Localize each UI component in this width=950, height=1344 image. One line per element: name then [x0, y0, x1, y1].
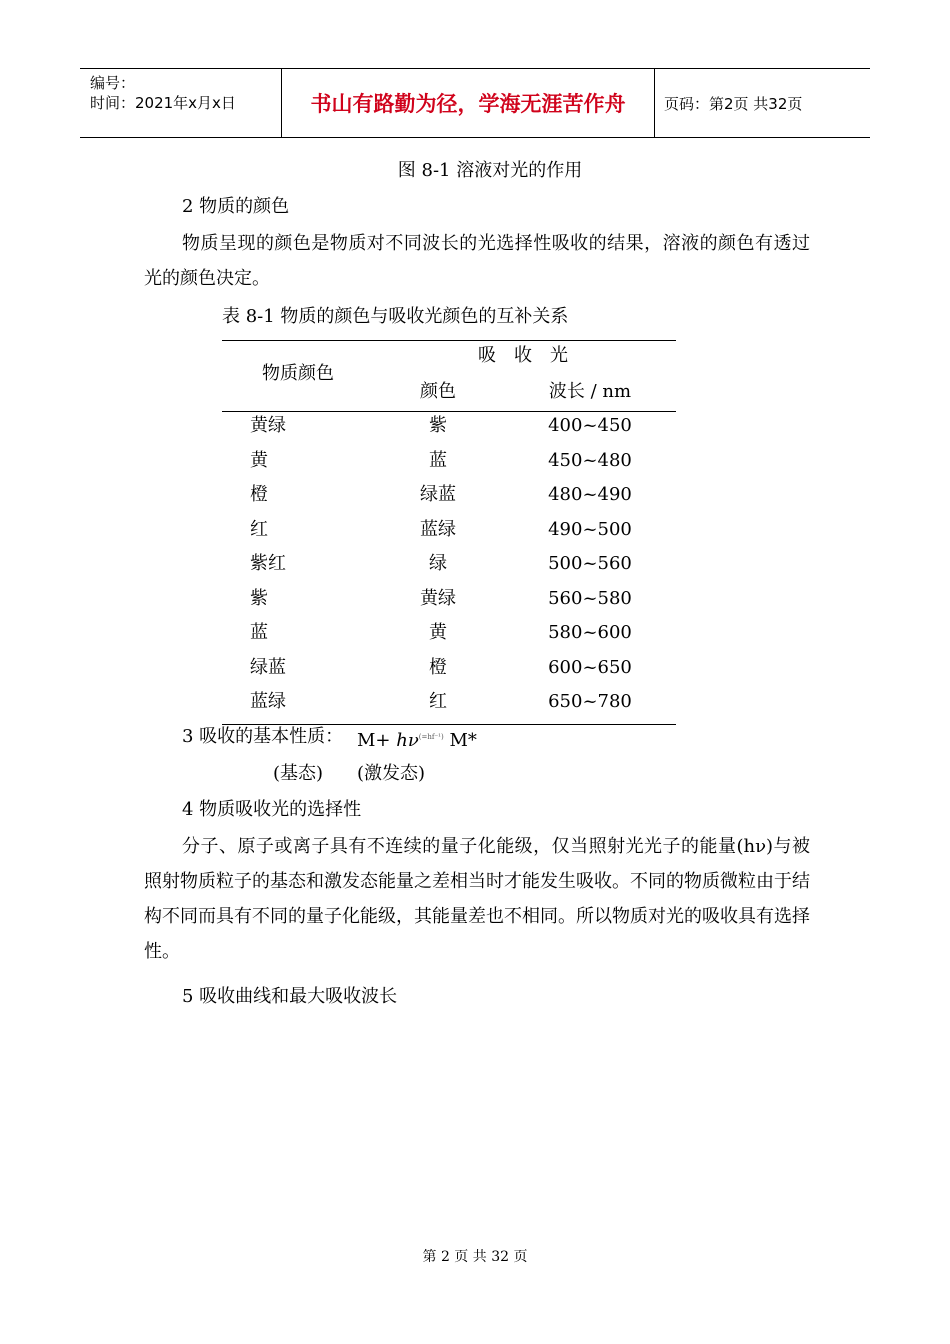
cell-wavelength: 400~450	[548, 415, 632, 436]
cell-wavelength: 490~500	[548, 518, 632, 540]
cell-substance: 橙	[250, 484, 268, 505]
cell-substance: 紫	[250, 587, 268, 609]
cell-substance: 黄绿	[250, 415, 286, 436]
figure-caption: 图 8-1 溶液对光的作用	[397, 160, 583, 181]
cell-wavelength: 650~780	[548, 691, 632, 712]
cell-absorbed-color: 橙	[429, 656, 447, 678]
cell-substance: 蓝	[250, 622, 268, 643]
page-header	[80, 68, 870, 138]
cell-absorbed-color: 蓝	[429, 449, 447, 471]
cell-wavelength: 480~490	[548, 484, 632, 505]
header-color: 颜色	[420, 381, 456, 402]
cell-absorbed-color: 绿	[429, 553, 447, 574]
formula-hv: hν	[396, 730, 419, 751]
table-title: 表 8-1 物质的颜色与吸收光颜色的互补关系	[222, 306, 569, 327]
section-4-heading: 4 物质吸收光的选择性	[182, 799, 362, 820]
cell-substance: 紫红	[250, 553, 286, 574]
formula-note: (=hf⁻¹)	[418, 733, 444, 741]
cell-wavelength: 600~650	[548, 656, 632, 678]
cell-substance: 蓝绿	[250, 691, 286, 712]
header-motto: 书山有路勤为径，学海无涯苦作舟	[310, 92, 626, 116]
cell-absorbed-color: 黄绿	[420, 587, 456, 609]
section-4-body: 分子、原子或离子具有不连续的量子化能级，仅当照射光光子的能量(hν)与被照射物质粒子的基态和激发态能量之差相当时才能发生吸收。不同的物质微粒由于结构不同而具有不同的量子化能级，其能量差也不相同。所以物质对光的吸收具有选择性。	[144, 836, 810, 962]
excited-state-label: (激发态)	[357, 763, 426, 784]
cell-wavelength: 580~600	[548, 622, 632, 643]
cell-wavelength: 500~560	[548, 553, 632, 574]
page-footer: 第 2 页 共 32 页	[422, 1249, 528, 1265]
header-meta	[90, 73, 236, 113]
number-label: 编号：	[90, 74, 136, 92]
cell-absorbed-color: 红	[429, 691, 447, 712]
header-divider-right	[654, 69, 655, 137]
ground-state-label: (基态)	[273, 763, 324, 784]
section-2-body: 物质呈现的颜色是物质对不同波长的光选择性吸收的结果，溶液的颜色有透过光的颜色决定。	[144, 233, 810, 289]
section-2-heading: 2 物质的颜色	[182, 196, 290, 217]
cell-absorbed-color: 绿蓝	[420, 484, 456, 505]
cell-substance: 黄	[250, 449, 268, 471]
absorption-formula	[357, 726, 477, 752]
time-label: 时间：2021年x月x日	[90, 94, 236, 112]
formula-right: M*	[443, 730, 477, 751]
cell-substance: 红	[250, 518, 268, 540]
cell-absorbed-color: 黄	[429, 622, 447, 643]
cell-absorbed-color: 紫	[429, 415, 447, 436]
cell-wavelength: 560~580	[548, 587, 632, 609]
header-wavelength: 波长 / nm	[548, 381, 632, 402]
section-5-heading: 5 吸收曲线和最大吸收波长	[182, 986, 398, 1007]
cell-absorbed-color: 蓝绿	[420, 518, 456, 540]
header-substance-color: 物质颜色	[262, 363, 334, 384]
cell-wavelength: 450~480	[548, 449, 632, 471]
color-table	[222, 340, 676, 725]
table-header-rule	[222, 411, 676, 412]
cell-substance: 绿蓝	[250, 656, 286, 678]
header-absorbed-light: 吸 收 光	[478, 345, 568, 366]
header-page-info: 页码：第2页 共32页	[664, 94, 803, 113]
formula-left: M+	[357, 730, 397, 751]
section-3-heading: 3 吸收的基本性质：	[182, 726, 344, 747]
